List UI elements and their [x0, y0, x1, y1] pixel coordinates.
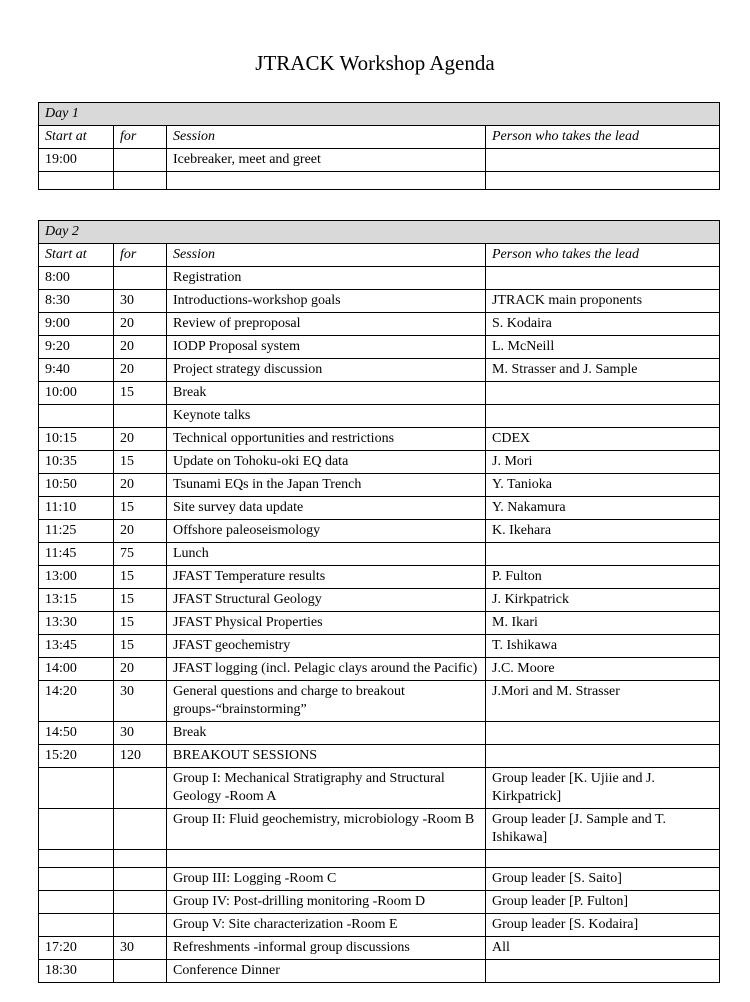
- lead-person-cell: P. Fulton: [486, 566, 720, 589]
- lead-person-cell: [486, 267, 720, 290]
- agenda-row: [39, 868, 720, 891]
- lead-person-cell: Group leader [S. Kodaira]: [486, 914, 720, 937]
- session-cell: Site survey data update: [167, 497, 486, 520]
- duration-cell: 20: [114, 336, 167, 359]
- start-time-cell: 18:30: [39, 960, 114, 983]
- lead-person-cell: Group leader [P. Fulton]: [486, 891, 720, 914]
- session-cell: Lunch: [167, 543, 486, 566]
- agenda-row: [39, 914, 720, 937]
- duration-cell: 20: [114, 428, 167, 451]
- lead-person-cell: [486, 960, 720, 983]
- start-time-cell: [39, 914, 114, 937]
- lead-person-cell: [486, 850, 720, 868]
- header-start-at: Start at: [39, 244, 114, 267]
- lead-person-cell: T. Ishikawa: [486, 635, 720, 658]
- session-cell: General questions and charge to breakout groups-“brainstorming”: [167, 681, 486, 722]
- header-for: for: [114, 244, 167, 267]
- agenda-row: [39, 172, 720, 190]
- duration-cell: 20: [114, 520, 167, 543]
- agenda-row: [39, 960, 720, 983]
- session-cell: JFAST Structural Geology: [167, 589, 486, 612]
- duration-cell: 20: [114, 359, 167, 382]
- header-lead: Person who takes the lead: [486, 126, 720, 149]
- agenda-row: [39, 359, 720, 382]
- start-time-cell: 13:30: [39, 612, 114, 635]
- session-cell: Project strategy discussion: [167, 359, 486, 382]
- lead-person-cell: [486, 172, 720, 190]
- start-time-cell: 8:30: [39, 290, 114, 313]
- duration-cell: [114, 850, 167, 868]
- agenda-row: [39, 336, 720, 359]
- start-time-cell: 13:15: [39, 589, 114, 612]
- duration-cell: 30: [114, 290, 167, 313]
- session-cell: Review of preproposal: [167, 313, 486, 336]
- duration-cell: 30: [114, 937, 167, 960]
- start-time-cell: [39, 868, 114, 891]
- lead-person-cell: [486, 382, 720, 405]
- agenda-row: [39, 520, 720, 543]
- duration-cell: 20: [114, 474, 167, 497]
- agenda-row: [39, 405, 720, 428]
- start-time-cell: 11:25: [39, 520, 114, 543]
- duration-cell: [114, 267, 167, 290]
- start-time-cell: 13:00: [39, 566, 114, 589]
- duration-cell: [114, 768, 167, 809]
- lead-person-cell: L. McNeill: [486, 336, 720, 359]
- session-cell: Icebreaker, meet and greet: [167, 149, 486, 172]
- lead-person-cell: All: [486, 937, 720, 960]
- session-cell: Break: [167, 722, 486, 745]
- lead-person-cell: [486, 149, 720, 172]
- session-cell: Technical opportunities and restrictions: [167, 428, 486, 451]
- duration-cell: 15: [114, 497, 167, 520]
- agenda-row: [39, 566, 720, 589]
- agenda-row: [39, 635, 720, 658]
- start-time-cell: [39, 850, 114, 868]
- duration-cell: 15: [114, 589, 167, 612]
- agenda-row: [39, 768, 720, 809]
- day1-agenda-table: [38, 102, 720, 190]
- session-cell: Refreshments -informal group discussions: [167, 937, 486, 960]
- duration-cell: 15: [114, 451, 167, 474]
- session-cell: JFAST geochemistry: [167, 635, 486, 658]
- duration-cell: 15: [114, 382, 167, 405]
- lead-person-cell: M. Strasser and J. Sample: [486, 359, 720, 382]
- session-cell: BREAKOUT SESSIONS: [167, 745, 486, 768]
- lead-person-cell: J. Mori: [486, 451, 720, 474]
- lead-person-cell: M. Ikari: [486, 612, 720, 635]
- session-cell: Group II: Fluid geochemistry, microbiology -Room B: [167, 809, 486, 850]
- session-cell: Group IV: Post-drilling monitoring -Room D: [167, 891, 486, 914]
- duration-cell: [114, 891, 167, 914]
- day-heading: Day 1: [39, 103, 720, 126]
- duration-cell: [114, 868, 167, 891]
- duration-cell: 20: [114, 313, 167, 336]
- lead-person-cell: Group leader [S. Saito]: [486, 868, 720, 891]
- start-time-cell: 9:00: [39, 313, 114, 336]
- session-cell: JFAST Temperature results: [167, 566, 486, 589]
- start-time-cell: 10:00: [39, 382, 114, 405]
- lead-person-cell: J.Mori and M. Strasser: [486, 681, 720, 722]
- lead-person-cell: Group leader [K. Ujiie and J. Kirkpatrick]: [486, 768, 720, 809]
- start-time-cell: 11:45: [39, 543, 114, 566]
- start-time-cell: 14:50: [39, 722, 114, 745]
- lead-person-cell: Y. Tanioka: [486, 474, 720, 497]
- header-session: Session: [167, 126, 486, 149]
- agenda-row: [39, 681, 720, 722]
- lead-person-cell: [486, 543, 720, 566]
- agenda-row: [39, 809, 720, 850]
- lead-person-cell: [486, 745, 720, 768]
- start-time-cell: 17:20: [39, 937, 114, 960]
- start-time-cell: 11:10: [39, 497, 114, 520]
- agenda-row: [39, 290, 720, 313]
- agenda-row: [39, 937, 720, 960]
- start-time-cell: 14:00: [39, 658, 114, 681]
- session-cell: Group I: Mechanical Stratigraphy and Structural Geology -Room A: [167, 768, 486, 809]
- start-time-cell: [39, 891, 114, 914]
- agenda-row: [39, 612, 720, 635]
- agenda-row: [39, 267, 720, 290]
- session-cell: Keynote talks: [167, 405, 486, 428]
- session-cell: Break: [167, 382, 486, 405]
- day2-agenda-table: [38, 220, 720, 983]
- session-cell: Conference Dinner: [167, 960, 486, 983]
- duration-cell: [114, 405, 167, 428]
- start-time-cell: 9:20: [39, 336, 114, 359]
- start-time-cell: [39, 172, 114, 190]
- start-time-cell: [39, 809, 114, 850]
- session-cell: [167, 850, 486, 868]
- duration-cell: 30: [114, 722, 167, 745]
- session-cell: [167, 172, 486, 190]
- start-time-cell: 13:45: [39, 635, 114, 658]
- agenda-row: [39, 543, 720, 566]
- day-heading: Day 2: [39, 221, 720, 244]
- agenda-row: [39, 745, 720, 768]
- lead-person-cell: [486, 405, 720, 428]
- lead-person-cell: CDEX: [486, 428, 720, 451]
- start-time-cell: 10:50: [39, 474, 114, 497]
- lead-person-cell: Y. Nakamura: [486, 497, 720, 520]
- duration-cell: 20: [114, 658, 167, 681]
- agenda-row: [39, 313, 720, 336]
- start-time-cell: [39, 405, 114, 428]
- agenda-row: [39, 474, 720, 497]
- duration-cell: [114, 172, 167, 190]
- lead-person-cell: Group leader [J. Sample and T. Ishikawa]: [486, 809, 720, 850]
- header-for: for: [114, 126, 167, 149]
- start-time-cell: 10:35: [39, 451, 114, 474]
- duration-cell: [114, 149, 167, 172]
- duration-cell: [114, 809, 167, 850]
- lead-person-cell: K. Ikehara: [486, 520, 720, 543]
- lead-person-cell: S. Kodaira: [486, 313, 720, 336]
- agenda-row: [39, 891, 720, 914]
- agenda-row: [39, 382, 720, 405]
- session-cell: Group V: Site characterization -Room E: [167, 914, 486, 937]
- session-cell: Offshore paleoseismology: [167, 520, 486, 543]
- header-start-at: Start at: [39, 126, 114, 149]
- duration-cell: 15: [114, 566, 167, 589]
- lead-person-cell: [486, 722, 720, 745]
- session-cell: JFAST Physical Properties: [167, 612, 486, 635]
- header-lead: Person who takes the lead: [486, 244, 720, 267]
- duration-cell: [114, 914, 167, 937]
- duration-cell: 15: [114, 612, 167, 635]
- page-title: JTRACK Workshop Agenda: [255, 51, 495, 75]
- agenda-row: [39, 451, 720, 474]
- session-cell: Tsunami EQs in the Japan Trench: [167, 474, 486, 497]
- start-time-cell: 19:00: [39, 149, 114, 172]
- session-cell: Registration: [167, 267, 486, 290]
- start-time-cell: [39, 768, 114, 809]
- start-time-cell: 10:15: [39, 428, 114, 451]
- start-time-cell: 14:20: [39, 681, 114, 722]
- agenda-row: [39, 428, 720, 451]
- duration-cell: 75: [114, 543, 167, 566]
- start-time-cell: 15:20: [39, 745, 114, 768]
- agenda-row: [39, 497, 720, 520]
- duration-cell: 15: [114, 635, 167, 658]
- duration-cell: 30: [114, 681, 167, 722]
- agenda-row: [39, 149, 720, 172]
- agenda-row: [39, 722, 720, 745]
- start-time-cell: 9:40: [39, 359, 114, 382]
- start-time-cell: 8:00: [39, 267, 114, 290]
- session-cell: Group III: Logging -Room C: [167, 868, 486, 891]
- agenda-row: [39, 850, 720, 868]
- duration-cell: 120: [114, 745, 167, 768]
- duration-cell: [114, 960, 167, 983]
- session-cell: JFAST logging (incl. Pelagic clays around the Pacific): [167, 658, 486, 681]
- agenda-row: [39, 589, 720, 612]
- lead-person-cell: J. Kirkpatrick: [486, 589, 720, 612]
- session-cell: Introductions-workshop goals: [167, 290, 486, 313]
- session-cell: IODP Proposal system: [167, 336, 486, 359]
- header-session: Session: [167, 244, 486, 267]
- agenda-row: [39, 658, 720, 681]
- lead-person-cell: J.C. Moore: [486, 658, 720, 681]
- lead-person-cell: JTRACK main proponents: [486, 290, 720, 313]
- session-cell: Update on Tohoku-oki EQ data: [167, 451, 486, 474]
